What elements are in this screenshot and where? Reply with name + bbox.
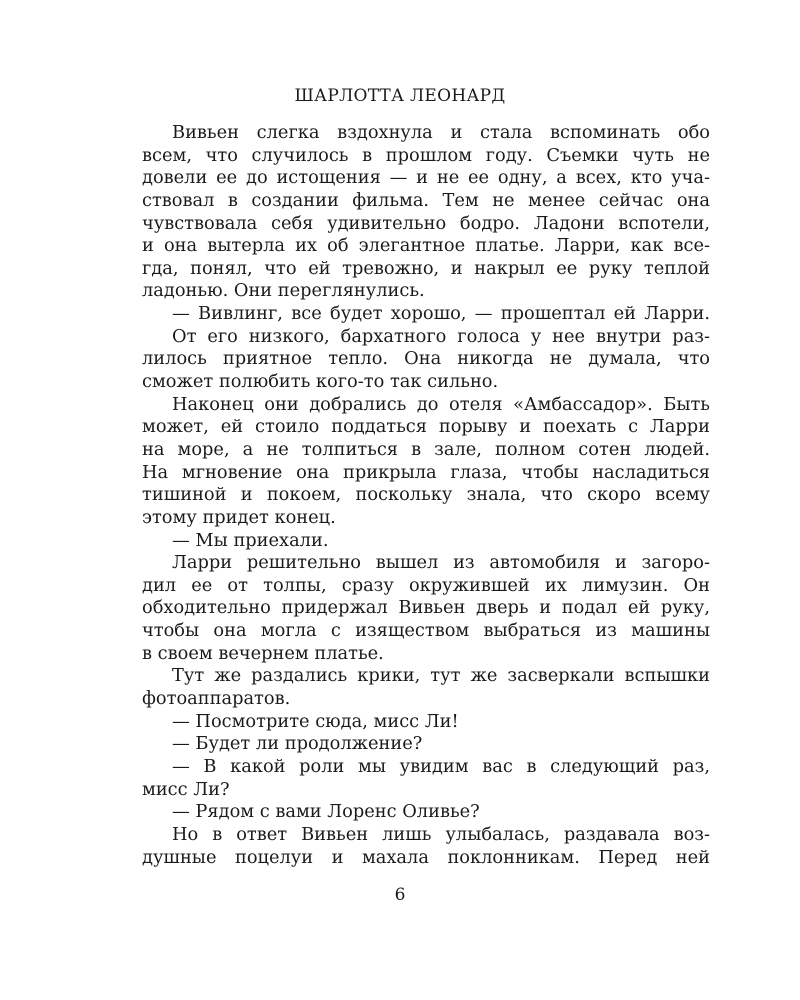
text-line: Вивьен слегка вздохнула и стала вспоминать обо bbox=[172, 122, 710, 143]
text-line: От его низкого, бархатного голоса у нее внутри раз- bbox=[172, 325, 710, 347]
text-line: — Мы приехали. bbox=[172, 529, 329, 551]
text-line: в своем вечернем платье. bbox=[142, 642, 384, 664]
text-line: чтобы она могла с изяществом выбраться из машины bbox=[142, 620, 710, 642]
text-line: — Рядом с вами Лоренс Оливье? bbox=[172, 801, 480, 823]
text-line: душные поцелуи и махала поклонникам. Перед ней bbox=[142, 846, 710, 868]
running-head: ШАРЛОТТА ЛЕОНАРД bbox=[294, 86, 506, 106]
text-line: Наконец они добрались до отеля «Амбассадор». Быть bbox=[172, 393, 710, 415]
text-line: Но в ответ Вивьен лишь улыбалась, раздавала воз- bbox=[172, 823, 710, 845]
text-line: гда, понял, что ей тревожно, и накрыл ее руку теплой bbox=[142, 257, 710, 279]
text-line: Ларри решительно вышел из автомобиля и загоро- bbox=[172, 552, 710, 574]
text-line: дил ее от толпы, сразу окружившей их лимузин. Он bbox=[142, 574, 710, 596]
text-line: на море, а не толпиться в зале, полном сотен людей. bbox=[142, 438, 710, 460]
text-line: ладонью. Они переглянулись. bbox=[142, 280, 425, 302]
text-line: этому придет конец. bbox=[142, 506, 336, 528]
text-line: мисс Ли? bbox=[142, 778, 230, 800]
text-line: тишиной и покоем, поскольку знала, что скоро всему bbox=[142, 484, 710, 506]
text-line: На мгновение она прикрыла глаза, чтобы насладиться bbox=[142, 461, 710, 483]
text-line: может, ей стоило поддаться порыву и поехать с Ларри bbox=[142, 416, 710, 438]
body-text bbox=[142, 122, 710, 869]
text-line: — В какой роли мы увидим вас в следующий раз, bbox=[172, 755, 710, 777]
text-line: лилось приятное тепло. Она никогда не думала, что bbox=[142, 348, 710, 370]
text-line: довели ее до истощения — и не ее одну, а всех, кто уча- bbox=[142, 167, 710, 189]
text-line: фотоаппаратов. bbox=[142, 688, 291, 710]
text-line: — Посмотрите сюда, мисс Ли! bbox=[172, 710, 459, 732]
page-number: 6 bbox=[394, 885, 406, 905]
text-line: обходительно придержал Вивьен дверь и подал ей руку, bbox=[142, 597, 710, 619]
text-line: сможет полюбить кого-то так сильно. bbox=[142, 371, 499, 393]
text-line: и она вытерла их об элегантное платье. Ларри, как все- bbox=[142, 235, 710, 257]
text-line: всем, что случилось в прошлом году. Съемки чуть не bbox=[142, 144, 710, 166]
text-line: чувствовала себя удивительно бодро. Ладони вспотели, bbox=[142, 212, 710, 234]
text-line: — Вивлинг, все будет хорошо, — прошептал ей Ларри. bbox=[172, 303, 710, 325]
text-line: Тут же раздались крики, тут же засверкали вспышки bbox=[172, 665, 710, 687]
text-line: ствовал в создании фильма. Тем не менее сейчас она bbox=[142, 189, 710, 211]
text-line: — Будет ли продолжение? bbox=[172, 733, 423, 755]
